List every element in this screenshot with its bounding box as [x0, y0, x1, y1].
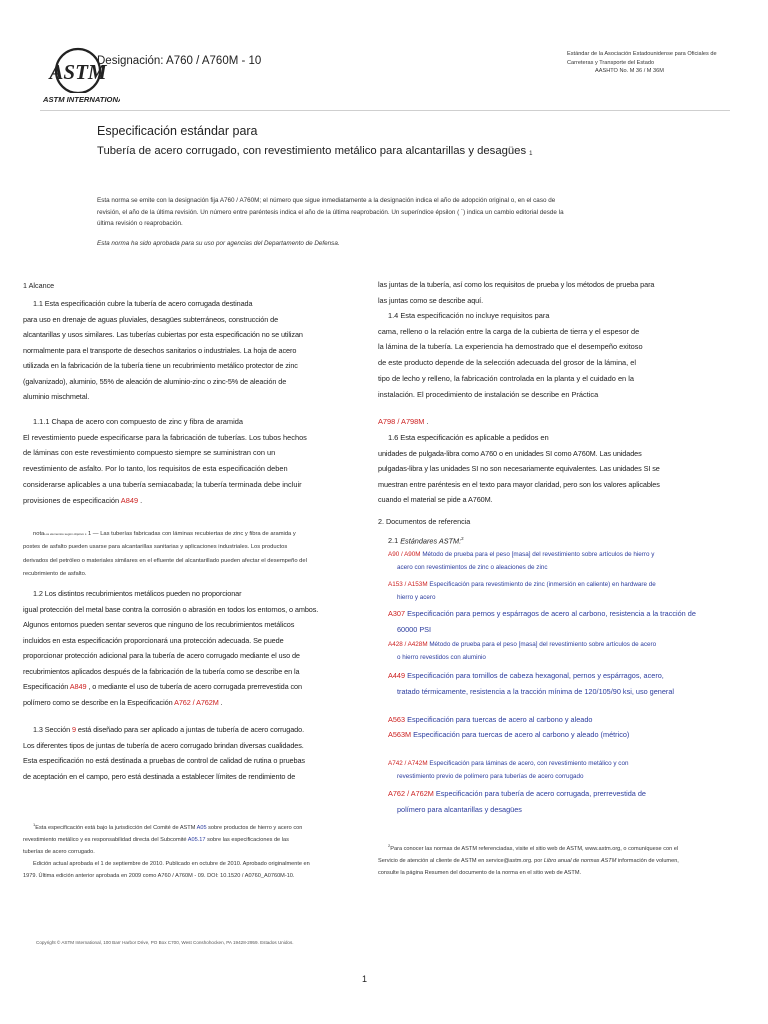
section-2-heading: 2. Documentos de referencia — [378, 517, 471, 526]
reference-link[interactable]: A762 / A762M — [174, 697, 219, 707]
paragraph-1-1-1 — [23, 414, 360, 508]
designation: Designación: A760 / A760M - 10 — [97, 55, 262, 67]
text-span: Libro anual de normas ASTM — [543, 857, 617, 864]
header-right-line: Carreteras y Transporte del Estado — [567, 59, 655, 66]
intro-line: revisión, el año de la última revisión. Un número entre paréntesis indica el año de la última reaprobación. Un superíndice épsilon ( ´) indica un cambio editorial desde la — [97, 208, 564, 216]
reference-item — [378, 712, 720, 728]
ref-title: Especificación para tuercas de acero al carbono y aleado — [407, 715, 593, 724]
text-span: Para conocer las normas de ASTM referenciadas, visite el sitio web de ASTM, www.astm.org, o comuníquese con el — [390, 845, 679, 852]
ref-title: Especificación para tubería de acero corrugada, prerrevestida de — [435, 789, 646, 798]
text-span: Esta especificación está bajo la jurisdicción del Comité de ASTM — [35, 824, 196, 831]
reference-item — [378, 757, 720, 784]
approval-note: Esta norma ha sido aprobada para su uso por agencias del Departamento de Defensa. — [97, 240, 340, 247]
ref-line — [378, 727, 720, 743]
ref-line: hierro y acero — [397, 594, 436, 602]
note-1 — [23, 528, 360, 581]
ref-title: Método de prueba para el peso [masa] del revestimiento sobre artículos de hierro y — [422, 551, 655, 558]
text-line: revestimiento de asfalto. Por lo tanto, los requisitos de esta especificación deben — [23, 464, 288, 474]
text-span: 1.3 Sección — [33, 725, 71, 734]
paragraph-1-6 — [378, 430, 720, 508]
reference-link[interactable]: A849 — [69, 682, 87, 691]
ref-line — [378, 786, 720, 802]
ref-line — [378, 757, 720, 770]
text-line: polímero como se describe en la Especificación A762 / A762M . — [23, 697, 223, 707]
ref-line: polímero para alcantarillas y desagües — [397, 804, 522, 814]
text-line: para uso en drenaje de aguas pluviales, desagües subterráneos, construcción de — [23, 314, 279, 324]
text-span: Especificación — [23, 682, 69, 691]
footnote-ref[interactable]: 2 — [461, 536, 464, 541]
note-prefix: nota — [33, 531, 45, 537]
text-line: la lámina de la tubería. La experiencia ha demostrado que el desempeño exitoso — [378, 342, 643, 352]
note-tiny: Los elementos según objetivo s — [44, 532, 87, 536]
text-span: sobre productos de hierro y acero con — [208, 824, 303, 831]
reference-item — [378, 727, 720, 743]
text-line: Algunos entornos pueden sentar severos que ninguno de los recubrimientos metálicos — [23, 620, 295, 629]
ref-line — [378, 548, 720, 561]
ref-title: Especificación para pernos y espárragos de acero al carbono, resistencia a la tracción de — [407, 609, 696, 618]
ref-code[interactable]: A428 / A428M — [388, 641, 428, 648]
text-line: provisiones de especificación A849 . — [23, 495, 143, 505]
ref-line — [378, 606, 720, 622]
ref-title: Especificación para láminas de acero, con revestimiento metálico y con — [429, 760, 629, 767]
text-line: muestran entre paréntesis en el texto para mayor claridad, pero son los valores aplicables — [378, 479, 660, 489]
text-line: considerarse aplicables a una tubería semiacabada; la tubería terminada debe incluir — [23, 479, 302, 489]
practice-reference: A798 / A798M . — [378, 417, 429, 426]
text-line: aluminio mischmetal. — [23, 392, 90, 401]
note-line: postes de asfalto pueden usarse para alcantarillas sanitarias y aplicaciones industriales. Los productos — [23, 544, 288, 551]
intro-line: Esta norma se emite con la designación fija A760 / A760M; el número que sigue inmediatamente a la designación indica el año de adopción original o, en el caso de — [97, 197, 556, 204]
ref-code[interactable]: A90 / A90M — [388, 551, 421, 558]
subtitle-text: Tubería de acero corrugado, con revestimiento metálico para alcantarillas y desagües — [97, 145, 527, 157]
text-line: las juntas como se describe aquí. — [378, 295, 483, 305]
text-line: cama, relleno o la relación entre la carga de la cubierta de tierra y el espesor de — [378, 326, 640, 336]
ref-title: Especificación para revestimiento de zinc (inmersión en caliente) en hardware de — [429, 581, 656, 588]
text-line: de aceptación en el campo, pero está destinada a establecer límites de rendimiento de — [23, 771, 296, 781]
footnote-1 — [23, 819, 360, 882]
ref-code[interactable]: A762 / A762M — [388, 789, 434, 798]
text-span: provisiones de especificación — [23, 495, 120, 505]
paragraph-1-3 — [23, 722, 360, 784]
logo-text: ASTM INTERNATIONAL — [43, 95, 120, 104]
ref-line — [378, 712, 720, 728]
ref-title: Especificación para tuercas de acero al carbono y aleado (métrico) — [413, 730, 630, 739]
text-line: 1.4 Esta especificación no incluye requisitos para — [388, 311, 550, 320]
ref-line — [378, 638, 720, 651]
text-line — [23, 722, 360, 738]
text-span: polímero como se describe en la Especificación — [23, 697, 173, 707]
reference-item — [378, 606, 720, 637]
note-line: recubrimiento de asfalto. — [23, 570, 87, 577]
reference-link[interactable]: A798 / A798M — [378, 417, 425, 426]
ref-line: revestimiento previo de polímero para tuberías de acero corrugado — [397, 773, 584, 781]
reference-item — [378, 668, 720, 699]
text-line: Esta especificación no está destinada a pruebas de control de calidad de rutina o pruebas — [23, 756, 305, 765]
text-span: está diseñado para ser aplicado a juntas de tubería de acero corrugado. — [77, 725, 305, 734]
header-divider — [40, 110, 730, 111]
note-text: 1 — Las tuberías fabricadas con láminas recubiertas de zinc y fibra de aramida y — [87, 531, 296, 537]
text-line: El revestimiento puede especificarse para la fabricación de tuberías. Los tubos hechos — [23, 432, 307, 442]
ref-code[interactable]: A307 — [388, 609, 406, 618]
section-number: 2.1 — [388, 536, 399, 546]
text-line: normalmente para el transporte de desechos sanitarios o industriales. La hoja de acero — [23, 345, 297, 355]
note-line — [23, 528, 360, 541]
text-span: información de volumen, — [617, 857, 679, 864]
ref-code[interactable]: A449 — [388, 671, 406, 680]
paragraph-1-2 — [23, 586, 360, 710]
ref-line: o hierro revestidos con aluminio — [397, 654, 486, 662]
section-1-heading: 1 Alcance — [23, 281, 55, 290]
header-right — [567, 50, 717, 76]
text-line: Los diferentes tipos de juntas de tubería de acero corrugado brindan diversas cualidades. — [23, 740, 304, 750]
text-line: de láminas con este revestimiento compuesto siempre se suministran con un — [23, 448, 276, 458]
note-line: derivados del petróleo o materiales similares en el efluente del alcantarillado pueden afectar el desempeño del — [23, 557, 307, 564]
copyright-notice: Copyright © ASTM International, 100 Barr Harbor Drive, PO Box C700, West Conshohocken, PA 19428-2959. Estados Unidos. — [36, 940, 294, 945]
ref-code[interactable]: A563 — [388, 715, 406, 724]
document-title: Especificación estándar para — [97, 124, 258, 138]
footnote-line: $^1$Esta especificación está bajo la jurisdicción del Comité de ASTM A05 sobre productos de hierro y acero con — [33, 822, 303, 831]
reference-link[interactable]: A849 — [120, 495, 139, 505]
svg-text:ASTM: ASTM — [49, 60, 107, 84]
footnote-line: Edición actual aprobada el 1 de septiembre de 2010. Publicado en octubre de 2010. Aprobado originalmente en — [33, 861, 310, 868]
ref-line: acero con revestimientos de zinc o aleaciones de zinc — [397, 564, 548, 572]
reference-item — [378, 786, 720, 817]
ref-title: Método de prueba para el peso [masa] del revestimiento sobre artículos de acero — [429, 641, 657, 648]
paragraph-1-4 — [378, 308, 720, 402]
text-line: recubrimientos aplicados después de la fabricación de la tubería como se describe en la — [23, 666, 300, 676]
text-line: pulgadas-libra y las unidades SI no son necesariamente equivalentes. Las unidades SI se — [378, 464, 660, 473]
footnote-line: $^2$Para conocer las normas de ASTM referenciadas, visite el sitio web de ASTM, www.astm.org, o comuníquese con el — [388, 843, 679, 852]
ref-line: 60000 PSI — [397, 624, 432, 634]
footnote-line: consulte la página Resumen del documento de la norma en el sitio web de ASTM. — [378, 870, 582, 877]
section-link[interactable]: 9 — [71, 725, 76, 734]
document-subtitle — [97, 145, 532, 157]
footnote-ref[interactable]: 1 — [529, 151, 533, 157]
text-line: 1.2 Los distintos recubrimientos metálicos pueden no proporcionar — [33, 589, 242, 598]
footnote-line — [23, 834, 360, 846]
text-line: 1.6 Esta especificación es aplicable a pedidos en — [388, 433, 549, 442]
text-line: 1.1.1 Chapa de acero con compuesto de zinc y fibra de aramida — [33, 417, 243, 426]
ref-code[interactable]: A742 / A742M — [388, 760, 428, 767]
text-line: cuando el material se pide a A760M. — [378, 495, 493, 504]
text-span: sobre las especificaciones de las — [207, 836, 289, 843]
section-label: Estándares ASTM: — [400, 536, 462, 546]
text-span: , o mediante el uso de tubería de acero corrugada prerrevestida con — [88, 682, 302, 691]
footnote-line: 1979. Última edición anterior aprobada en 2009 como A760 / A760M - 09. DOI: 10.1520 / A0760_A0760M-10. — [23, 873, 295, 880]
ref-line — [378, 668, 720, 684]
aashto-number: AASHTO No. M 36 / M 36M — [595, 68, 664, 74]
text-line: 1.1 Esta especificación cubre la tubería de acero corrugada destinada — [33, 299, 253, 308]
reference-item — [378, 638, 720, 665]
footnote-line: tuberías de acero corrugado. — [23, 849, 95, 856]
reference-item — [378, 578, 720, 605]
text-line: las juntas de la tubería, así como los requisitos de prueba y los métodos de prueba para — [378, 280, 655, 289]
text-line: de este producto depende de la selección adecuada del grosor de la lámina, el — [378, 358, 637, 368]
text-span: Servicio de atención al cliente de ASTM en service@astm.org. por — [378, 857, 543, 864]
ref-line — [378, 578, 720, 591]
page-number: 1 — [362, 974, 368, 984]
text-line: (galvanizado), aluminio, 55% de aleación de aluminio-zinc o zinc-5% de aleación de — [23, 376, 287, 386]
text-line: alcantarillas y usos similares. Las tuberías cubiertas por esta especificación no se utilizan — [23, 330, 303, 339]
ref-line: tratado térmicamente, resistencia a la tracción mínima de 120/105/90 ksi, uso general — [397, 686, 675, 696]
reference-item — [378, 548, 720, 575]
paragraph-1-3-cont — [378, 277, 720, 308]
header-right-line: Estándar de la Asociación Estadounidense para Oficiales de — [567, 51, 717, 57]
text-line: unidades de pulgada-libra como A760 o en unidades SI como A760M. Las unidades — [378, 448, 642, 458]
ref-code[interactable]: A153 / A153M — [388, 581, 428, 588]
ref-title: Especificación para tornillos de cabeza hexagonal, pernos y espárragos, acero, — [407, 671, 664, 680]
ref-code[interactable]: A563M — [388, 730, 412, 739]
intro-paragraph — [97, 195, 692, 230]
text-line: proporcionar protección adicional para la tubería de acero corrugado mediante el uso de — [23, 651, 300, 660]
text-line: instalación. El procedimiento de instalación se describe en Práctica — [378, 389, 599, 399]
paragraph-1-1 — [23, 296, 360, 405]
intro-line: última revisión o reaprobación. — [97, 220, 183, 227]
text-line: tipo de lecho y relleno, la fabricación controlada en la planta y el cuidado en la — [378, 373, 634, 383]
subcommittee-link[interactable]: A05.17 — [187, 836, 206, 843]
text-span: revestimiento metálico y es responsabilidad directa del Subcomité — [23, 836, 187, 843]
text-line: incluidos en esta especificación proporcionará una protección adecuada. Se puede — [23, 635, 284, 645]
footnote-2 — [378, 840, 720, 879]
text-line: utilizada en la fabricación de la tubería tiene un recubrimiento metálico protector de zinc — [23, 361, 298, 370]
text-line: igual protección del metal base contra la corrosión o abrasión en todos los entornos, o ambos. — [23, 604, 319, 614]
text-line — [23, 679, 360, 695]
section-2-1 — [378, 536, 720, 545]
committee-link[interactable]: A05 — [196, 824, 207, 831]
footnote-line — [378, 855, 720, 867]
